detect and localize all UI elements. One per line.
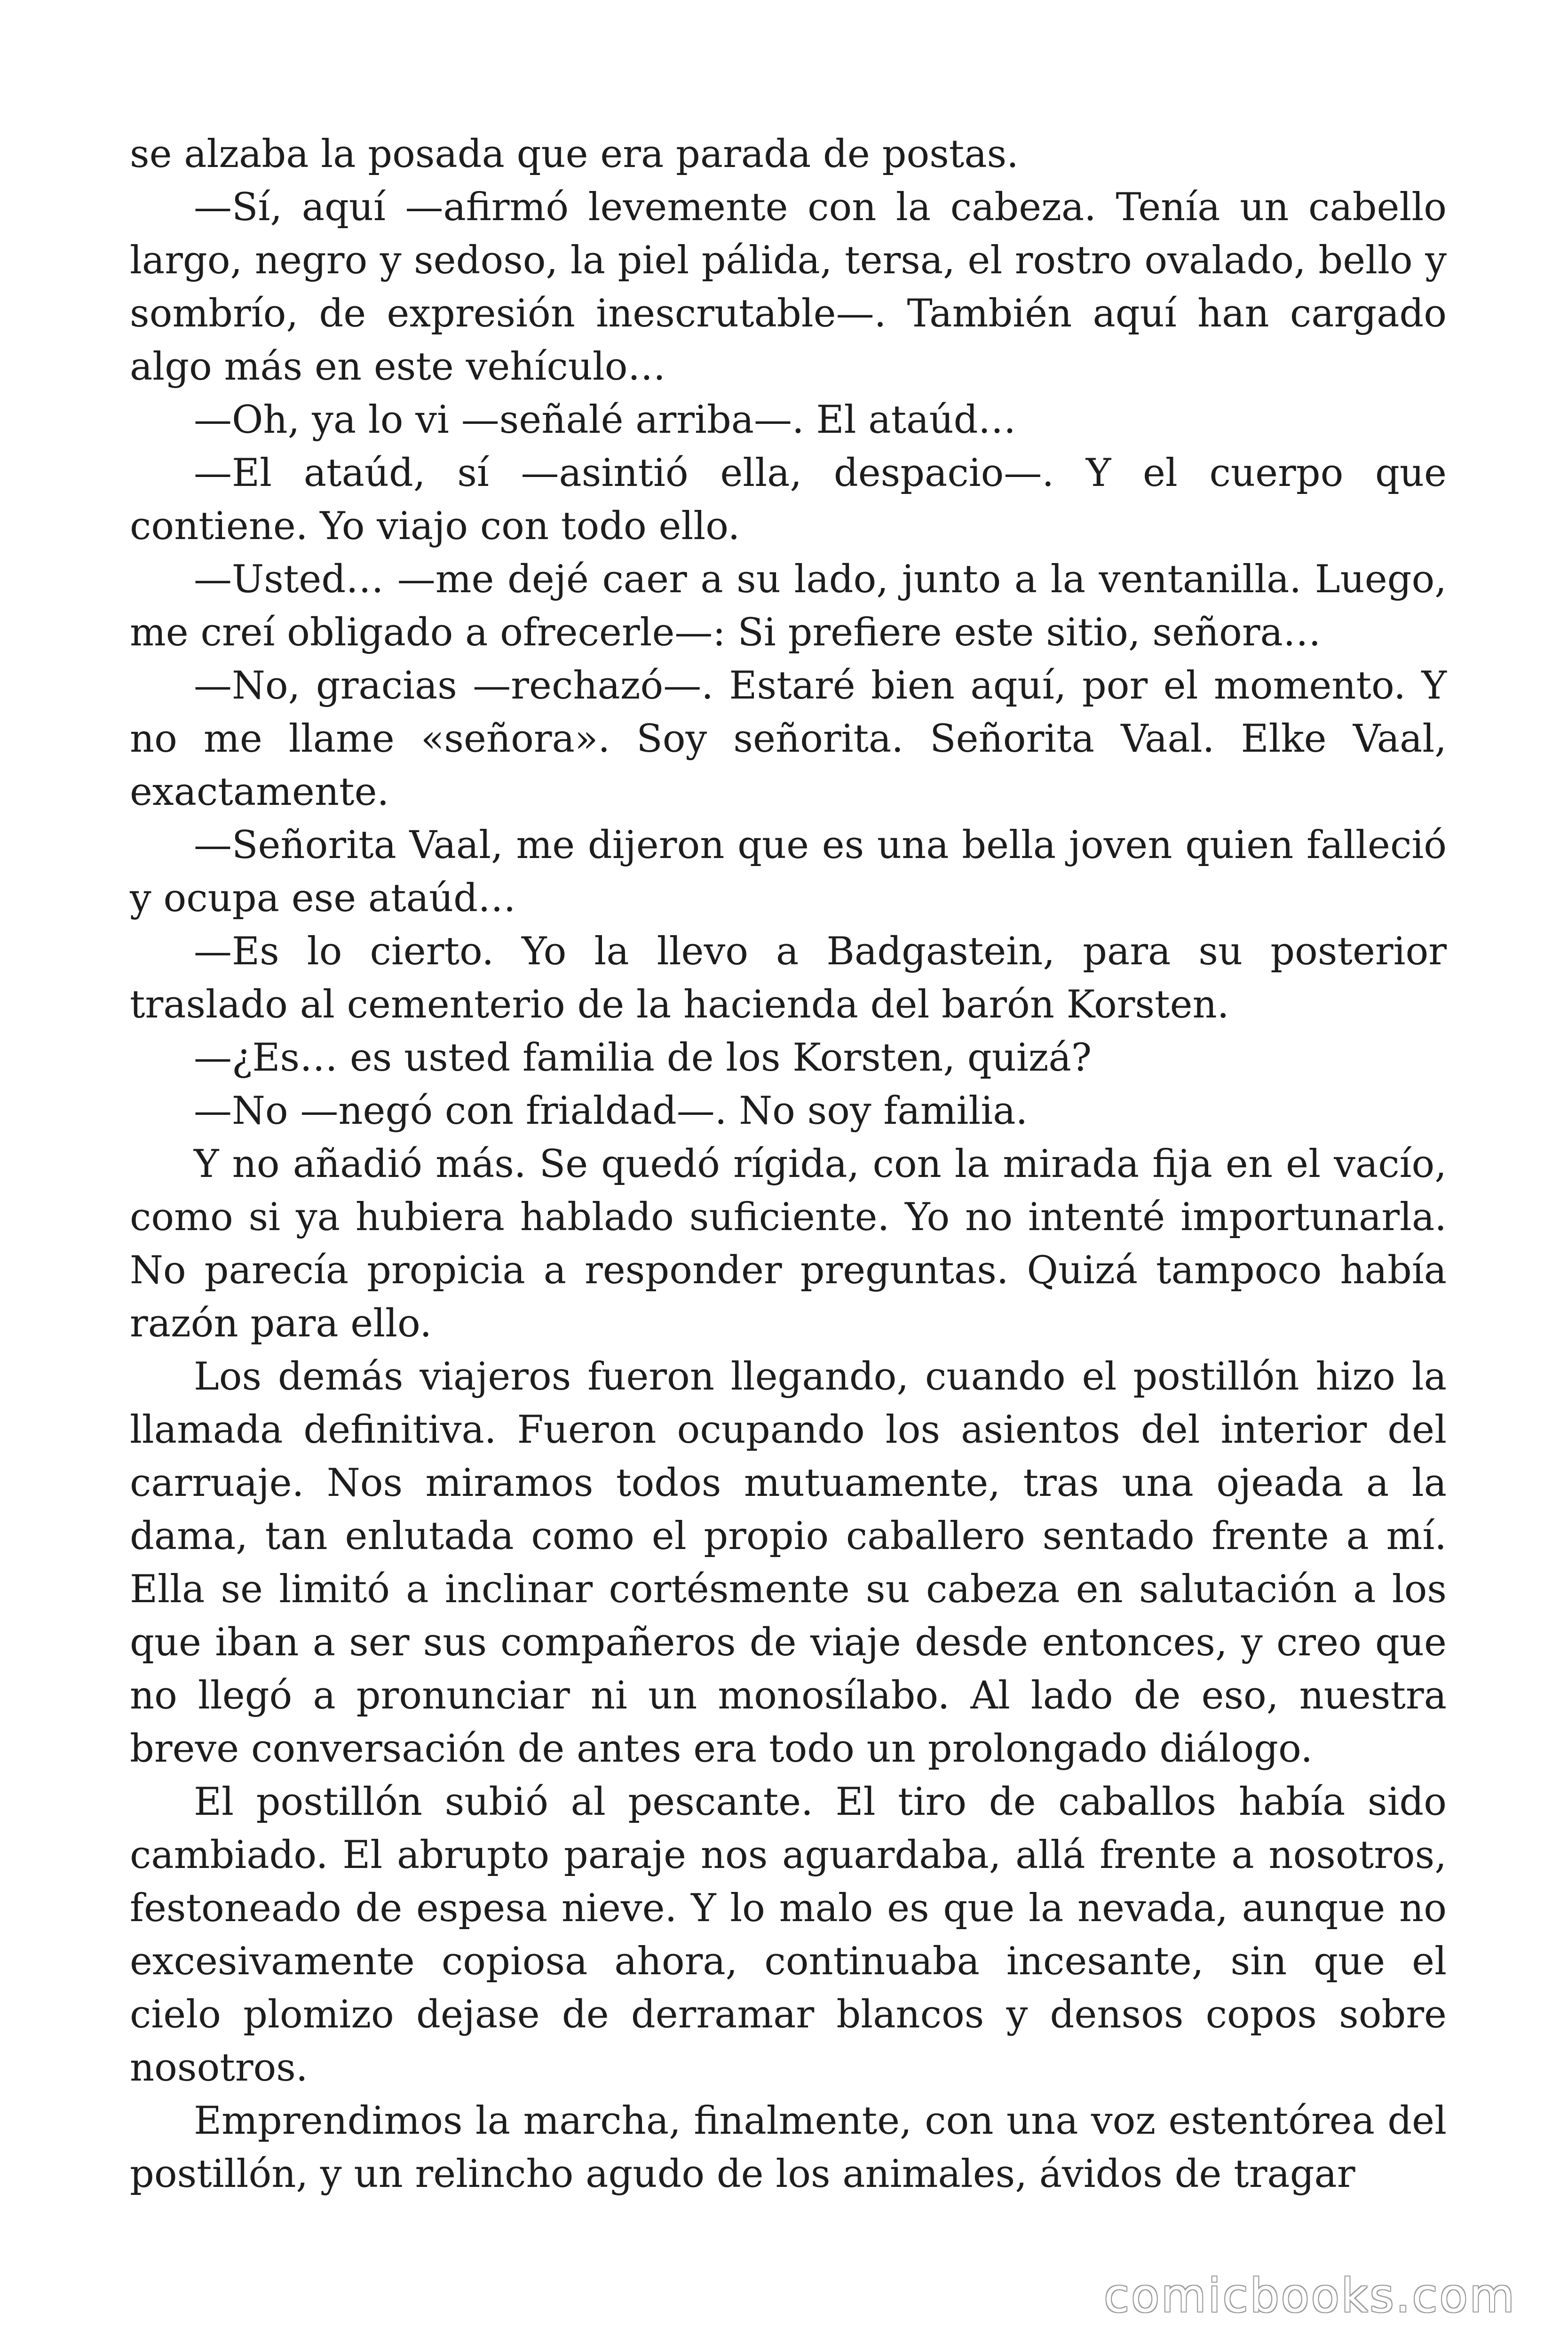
paragraph: —Sí, aquí —afirmó levemente con la cabeza. Tenía un cabello largo, negro y sedoso, la piel pálida, tersa, el rostro ovalado, bello y sombrío, de expresión inescrutable—. También aquí han cargado algo más en este vehículo… [130,185,1447,389]
paragraph: El postillón subió al pescante. El tiro de caballos había sido cambiado. El abrupto paraje nos aguardaba, allá frente a nosotros, festoneado de espesa nieve. Y lo malo es que la nevada, aunque no excesivamente copiosa ahora, continuaba incesante, sin que el cielo plomizo dejase de derramar blancos y densos copos sobre nosotros. [130,1780,1447,2090]
watermark: comicbooks.com [1104,2269,1516,2323]
paragraph: —No —negó con frialdad—. No soy familia. [194,1089,1028,1133]
paragraph: se alzaba la posada que era parada de postas. [130,132,1019,176]
paragraph: —No, gracias —rechazó—. Estaré bien aquí, por el momento. Y no me llame «señora». Soy señorita. Señorita Vaal. Elke Vaal, exactamente. [130,664,1447,814]
paragraph: —Es lo cierto. Yo la llevo a Badgastein, para su posterior traslado al cementerio de la hacienda del barón Korsten. [130,930,1447,1027]
page-text [130,128,1447,2201]
paragraph: Los demás viajeros fueron llegando, cuando el postillón hizo la llamada definitiva. Fueron ocupando los asientos del interior del carruaje. Nos miramos todos mutuamente, tras una ojeada a la dama, tan enlutada como el propio caballero sentado frente a mí. Ella se limitó a inclinar cortésmente su cabeza en salutación a los que iban a ser sus compañeros de viaje desde entonces, y creo que no llegó a pronunciar ni un monosílabo. Al lado de eso, nuestra breve conversación de antes era todo un prolongado diálogo. [130,1355,1447,1771]
paragraph: —Oh, ya lo vi —señalé arriba—. El ataúd… [194,398,1016,442]
paragraph: Y no añadió más. Se quedó rígida, con la mirada fija en el vacío, como si ya hubiera hablado suficiente. Yo no intenté importunarla. No parecía propicia a responder preguntas. Quizá tampoco había razón para ello. [130,1142,1447,1346]
paragraph: —Usted… —me dejé caer a su lado, junto a la ventanilla. Luego, me creí obligado a ofrecerle—: Si prefiere este sitio, señora… [130,557,1447,655]
paragraph: Emprendimos la marcha, finalmente, con una voz estentórea del postillón, y un relincho agudo de los animales, ávidos de tragar [130,2099,1447,2196]
paragraph: —El ataúd, sí —asintió ella, despacio—. Y el cuerpo que contiene. Yo viajo con todo ello. [130,451,1447,548]
paragraph: —¿Es… es usted familia de los Korsten, quizá? [194,1036,1092,1080]
paragraph: —Señorita Vaal, me dijeron que es una bella joven quien falleció y ocupa ese ataúd… [130,823,1447,921]
